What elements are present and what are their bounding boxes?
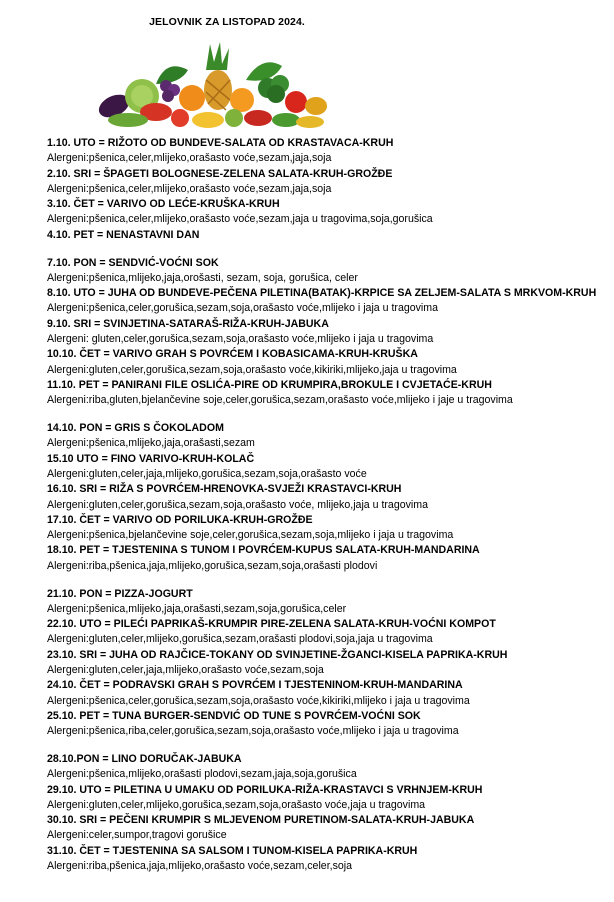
menu-day-dish: 7.10. PON = SENDVIĆ-VOĆNI SOK [47,256,219,269]
menu-day-allergens: Alergeni:gluten,celer,gorušica,sezam,soja,orašasto voće,kikiriki,mlijeko,jaja u tragovima [47,363,457,376]
menu-day-dish: 30.10. SRI = PEČENI KRUMPIR S MLJEVENOM PURETINOM-SALATA-KRUH-JABUKA [47,814,475,827]
menu-day-dish: 10.10. ČET = VARIVO GRAH S POVRĆEM I KOBASICAMA-KRUH-KRUŠKA [47,348,418,361]
menu-day-allergens: Alergeni:pšenica,bjelančevine soje,celer,gorušica,sezam,soja,mlijeko i jaja u tragovima [47,529,454,542]
menu-day-allergens: Alergeni:gluten,celer,mlijeko,gorušica,sezam,orašasti plodovi,soja,jaja u tragovima [47,633,433,646]
menu-list [47,136,607,887]
menu-day-allergens: Alergeni:gluten,celer,jaja,mlijeko,orašasto voće,sezam,soja [47,664,324,676]
menu-day-allergens: Alergeni:pšenica,celer,mlijeko,orašasto voće,sezam,jaja u tragovima,soja,gorušica [47,213,433,226]
menu-day-dish: 17.10. ČET = VARIVO OD PORILUKA-KRUH-GROŽĐE [47,513,313,526]
menu-day-allergens: Alergeni:pšenica,celer,gorušica,sezam,soja,orašasto voće,kikiriki,mlijeko i jaja u tragovima [47,694,470,707]
menu-day-dish: 11.10. PET = PANIRANI FILE OSLIĆA-PIRE OD KRUMPIRA,BROKULE I CVJETAĆE-KRUH [47,378,492,391]
menu-day-allergens: Alergeni:pšenica,mlijeko,orašasti plodovi,sezam,jaja,soja,gorušica [47,768,357,781]
menu-day-dish: 21.10. PON = PIZZA-JOGURT [47,587,193,600]
menu-day-allergens: Alergeni:pšenica,mlijeko,jaja,orašasti,sezam [47,437,255,450]
menu-day-dish: 25.10. PET = TUNA BURGER-SENDVIĆ OD TUNE S POVRĆEM-VOĆNI SOK [47,709,421,722]
page-title: JELOVNIK ZA LISTOPAD 2024. [149,16,305,28]
fruits-vegetables-image [96,40,331,132]
menu-day-dish: 23.10. SRI = JUHA OD RAJČICE-TOKANY OD SVINJETINE-ŽGANCI-KISELA PAPRIKA-KRUH [47,648,508,661]
menu-day-allergens: Alergeni:riba,pšenica,jaja,mlijeko,gorušica,sezam,soja,orašasti plodovi [47,559,378,572]
menu-day-dish: 29.10. UTO = PILETINA U UMAKU OD PORILUKA-RIŽA-KRASTAVCI S VRHNJEM-KRUH [47,783,483,796]
menu-day-dish: 16.10. SRI = RIŽA S POVRĆEM-HRENOVKA-SVJEŽI KRASTAVCI-KRUH [47,483,402,496]
menu-day-allergens: Alergeni:pšenica,celer,mlijeko,orašasto voće,sezam,jaja,soja [47,152,332,165]
menu-day-allergens: Alergeni:pšenica,mlijeko,jaja,orašasti,sezam,soja,gorušica,celer [47,602,347,615]
menu-day-dish: 9.10. SRI = SVINJETINA-SATARAŠ-RIŽA-KRUH-JABUKA [47,317,329,330]
menu-day-dish: 8.10. UTO = JUHA OD BUNDEVE-PEČENA PILETINA(BATAK)-KRPICE SA ZELJEM-SALATA S MRKVOM-KRUH [47,287,597,300]
menu-week [47,136,607,243]
menu-week [47,587,607,740]
menu-day-dish: 18.10. PET = TJESTENINA S TUNOM I POVRĆEM-KUPUS SALATA-KRUH-MANDARINA [47,544,480,557]
menu-day-allergens: Alergeni:pšenica,celer,gorušica,sezam,soja,orašasto voće,mlijeko i jaja u tragovima [47,302,438,315]
menu-day-dish: 3.10. ČET = VARIVO OD LEĆE-KRUŠKA-KRUH [47,198,280,211]
menu-day-dish: 24.10. ČET = PODRAVSKI GRAH S POVRĆEM I TJESTENINOM-KRUH-MANDARINA [47,679,463,692]
menu-day-dish: 4.10. PET = NENASTAVNI DAN [47,228,200,241]
menu-day-allergens: Alergeni:pšenica,riba,celer,gorušica,sezam,soja,orašasto voće,mlijeko i jaja u tragovima [47,725,459,738]
menu-day-dish: 14.10. PON = GRIS S ČOKOLADOM [47,422,224,435]
menu-day-allergens: Alergeni: gluten,celer,gorušica,sezam,soja,orašasto voće,mlijeko i jaja u tragovima [47,333,434,346]
menu-day-dish: 31.10. ČET = TJESTENINA SA SALSOM I TUNOM-KISELA PAPRIKA-KRUH [47,844,418,857]
menu-week [47,752,607,874]
menu-day-allergens: Alergeni:riba,pšenica,jaja,mlijeko,orašasto voće,sezam,celer,soja [47,860,353,873]
menu-week [47,256,607,409]
menu-day-allergens: Alergeni:pšenica,mlijeko,jaja,orošasti, sezam, soja, gorušica, celer [47,271,358,284]
menu-day-allergens: Alergeni:gluten,celer,jaja,mlijeko,gorušica,sezam,soja,orašasto voće [47,467,367,480]
menu-day-dish: 22.10. UTO = PILEĆI PAPRIKAŠ-KRUMPIR PIRE-ZELENA SALATA-KRUH-VOĆNI KOMPOT [47,618,496,631]
menu-day-allergens: Alergeni:gluten,celer,gorušica,sezam,soja,orašasto voće, mlijeko,jaja u tragovima [47,498,428,511]
menu-day-dish: 1.10. UTO = RIŽOTO OD BUNDEVE-SALATA OD KRASTAVACA-KRUH [47,137,394,149]
menu-day-allergens: Alergeni:pšenica,celer,mlijeko,orašasto voće,sezam,jaja,soja [47,182,332,195]
menu-day-dish: 2.10. SRI = ŠPAGETI BOLOGNESE-ZELENA SALATA-KRUH-GROŽĐE [47,167,393,180]
menu-day-dish: 28.10.PON = LINO DORUČAK-JABUKA [47,752,242,765]
menu-day-allergens: Alergeni:gluten,celer,mlijeko,gorušica,sezam,soja,orašasto voće,jaja u tragovima [47,798,426,811]
menu-day-dish: 15.10 UTO = FINO VARIVO-KRUH-KOLAČ [47,452,255,465]
menu-day-allergens: Alergeni:riba,gluten,bjelančevine soje,celer,gorušica,sezam,orašasto voće,mlijeko i jaje u tragovima [47,394,513,407]
menu-day-allergens: Alergeni:celer,sumpor,tragovi gorušice [47,829,227,842]
menu-week [47,421,607,574]
